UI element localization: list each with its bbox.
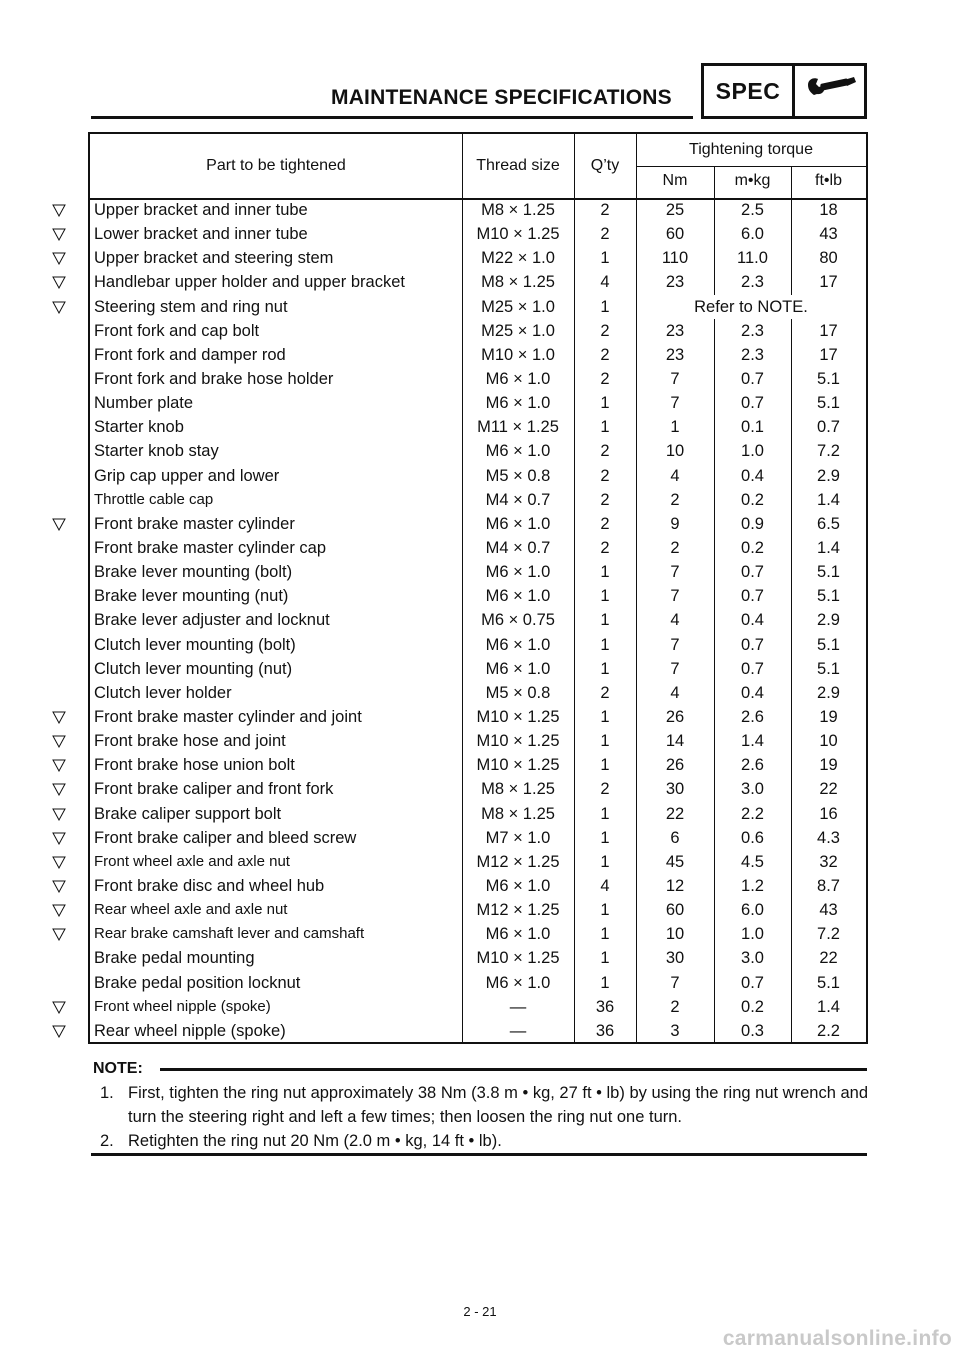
torque-ftlb: 4.3 [817, 828, 840, 847]
torque-mkg: 2.3 [741, 345, 764, 364]
torque-mkg: 0.3 [741, 1021, 764, 1040]
part-name: Starter knob stay [94, 442, 219, 461]
torque-nm: 2 [670, 997, 680, 1016]
torque-ftlb: 6.5 [817, 514, 840, 533]
quantity: 4 [600, 876, 610, 895]
torque-mkg: 0.9 [741, 514, 764, 533]
table-row [90, 439, 866, 463]
torque-ftlb: 32 [819, 852, 838, 871]
header-part: Part to be tightened [206, 157, 346, 174]
quantity: 4 [600, 273, 610, 292]
torque-nm: 22 [665, 804, 685, 823]
triangle-mark-icon [52, 1001, 66, 1014]
thread-size: M6 × 1.0 [485, 369, 551, 388]
thread-size: M6 × 1.0 [485, 563, 551, 582]
thread-size: M8 × 1.25 [481, 273, 555, 292]
table-row [90, 222, 866, 246]
table-row [90, 681, 866, 705]
torque-mkg: 1.0 [741, 442, 764, 461]
torque-nm: 30 [665, 780, 685, 799]
torque-nm: 6 [670, 828, 680, 847]
torque-mkg: 0.1 [741, 418, 764, 437]
part-name: Clutch lever mounting (nut) [94, 659, 293, 678]
part-name: Lower bracket and inner tube [94, 225, 308, 244]
note-rule [91, 1153, 867, 1156]
table-row [90, 319, 866, 343]
torque-nm: 7 [670, 587, 680, 606]
torque-mkg: 1.4 [741, 732, 764, 751]
torque-ftlb: 7.2 [817, 925, 840, 944]
torque-ftlb: 2.9 [817, 683, 840, 702]
thread-size: M6 × 1.0 [485, 442, 551, 461]
torque-mkg: 3.0 [741, 780, 764, 799]
table-row [90, 560, 866, 584]
quantity: 1 [600, 756, 610, 775]
table-row [90, 802, 866, 826]
quantity: 1 [600, 852, 610, 871]
quantity: 2 [600, 369, 610, 388]
quantity: 2 [600, 345, 610, 364]
table-row [90, 1019, 866, 1043]
table-row [90, 295, 866, 319]
torque-mkg: 3.0 [741, 949, 764, 968]
spec-label: SPEC [704, 66, 795, 116]
torque-ftlb: 2.9 [817, 611, 840, 630]
torque-ftlb: 5.1 [817, 973, 840, 992]
table-body [90, 198, 866, 1043]
torque-ftlb: 80 [819, 249, 838, 268]
triangle-mark-icon [52, 204, 66, 217]
thread-size: M12 × 1.25 [476, 852, 560, 871]
part-name: Clutch lever mounting (bolt) [94, 635, 296, 654]
part-name: Brake pedal position locknut [94, 973, 301, 992]
part-name: Grip cap upper and lower [94, 466, 280, 485]
table-row [90, 826, 866, 850]
thread-size: M5 × 0.8 [485, 466, 551, 485]
part-name: Rear brake camshaft lever and camshaft [94, 925, 365, 943]
triangle-mark-icon [52, 228, 66, 241]
torque-ftlb: 43 [819, 901, 838, 920]
quantity: 1 [600, 418, 610, 437]
torque-nm: 10 [665, 442, 685, 461]
torque-nm: 2 [670, 538, 680, 557]
torque-note-ref: Refer to NOTE. [694, 297, 808, 316]
page-number: 2 - 21 [463, 1304, 497, 1319]
quantity: 1 [600, 973, 610, 992]
table-row [90, 633, 866, 657]
table-row [90, 367, 866, 391]
quantity: 1 [600, 297, 610, 316]
torque-mkg: 2.2 [741, 804, 764, 823]
torque-ftlb: 1.4 [817, 490, 840, 509]
note-label: NOTE: [93, 1060, 143, 1077]
torque-mkg: 0.7 [741, 635, 764, 654]
torque-mkg: 2.6 [741, 707, 764, 726]
torque-mkg: 0.7 [741, 369, 764, 388]
table-row [90, 584, 866, 608]
table-row [90, 922, 866, 946]
triangle-mark-icon [52, 735, 66, 748]
thread-size: M25 × 1.0 [481, 321, 555, 340]
torque-nm: 60 [665, 225, 685, 244]
torque-ftlb: 22 [819, 949, 838, 968]
note-rule [160, 1068, 867, 1071]
triangle-mark-icon [52, 928, 66, 941]
table-row [90, 343, 866, 367]
torque-mkg: 0.4 [741, 611, 764, 630]
torque-nm: 23 [665, 345, 685, 364]
torque-nm: 25 [665, 201, 685, 219]
torque-ftlb: 16 [819, 804, 838, 823]
torque-ftlb: 1.4 [817, 997, 840, 1016]
note-number: 2. [100, 1132, 114, 1150]
torque-ftlb: 5.1 [817, 587, 840, 606]
torque-ftlb: 18 [819, 201, 838, 219]
torque-ftlb: 5.1 [817, 394, 840, 413]
header-torque: Tightening torque [689, 141, 813, 158]
thread-size: M6 × 0.75 [481, 611, 555, 630]
part-name: Brake caliper support bolt [94, 804, 282, 823]
table-row [90, 657, 866, 681]
torque-nm: 9 [670, 514, 680, 533]
thread-size: M25 × 1.0 [481, 297, 555, 316]
part-name: Brake lever adjuster and locknut [94, 611, 330, 630]
quantity: 1 [600, 804, 610, 823]
page-title: MAINTENANCE SPECIFICATIONS [331, 86, 672, 109]
quantity: 2 [600, 538, 610, 557]
torque-ftlb: 17 [819, 321, 838, 340]
wrench-icon [795, 66, 864, 116]
torque-ftlb: 7.2 [817, 442, 840, 461]
quantity: 1 [600, 901, 610, 920]
thread-size: M10 × 1.25 [476, 732, 560, 751]
thread-size: M10 × 1.25 [476, 756, 560, 775]
torque-ftlb: 2.9 [817, 466, 840, 485]
torque-nm: 12 [665, 876, 685, 895]
header-ftlb: ft•lb [815, 172, 842, 189]
triangle-mark-icon [52, 783, 66, 796]
torque-ftlb: 8.7 [817, 876, 840, 895]
note-text: First, tighten the ring nut approximately 38 Nm (3.8 m • kg, 27 ft • lb) by using the ring nut wrench and turn the steering right and left a few times; then loosen the ring nut one turn. [128, 1084, 868, 1126]
torque-nm: 7 [670, 973, 680, 992]
torque-nm: 7 [670, 369, 680, 388]
torque-nm: 45 [665, 852, 685, 871]
table-row [90, 536, 866, 560]
torque-nm: 23 [665, 321, 685, 340]
quantity: 2 [600, 780, 610, 799]
note-text: Retighten the ring nut 20 Nm (2.0 m • kg, 14 ft • lb). [128, 1132, 502, 1150]
table-row [90, 391, 866, 415]
quantity: 1 [600, 659, 610, 678]
quantity: 36 [595, 997, 615, 1016]
triangle-mark-icon [52, 276, 66, 289]
torque-ftlb: 5.1 [817, 369, 840, 388]
torque-nm: 7 [670, 563, 680, 582]
watermark: carmanualsonline.info [722, 1327, 952, 1350]
thread-size: M8 × 1.25 [481, 804, 555, 823]
part-name: Front wheel axle and axle nut [94, 852, 290, 870]
thread-size: M6 × 1.0 [485, 876, 551, 895]
table-row [90, 488, 866, 512]
torque-nm: 7 [670, 659, 680, 678]
torque-ftlb: 17 [819, 345, 838, 364]
part-name: Rear wheel nipple (spoke) [94, 1021, 286, 1040]
torque-mkg: 0.6 [741, 828, 764, 847]
torque-mkg: 0.7 [741, 563, 764, 582]
quantity: 1 [600, 611, 610, 630]
triangle-mark-icon [52, 1025, 66, 1038]
part-name: Front fork and brake hose holder [94, 369, 334, 388]
part-name: Front brake disc and wheel hub [94, 876, 325, 895]
torque-nm: 4 [670, 466, 680, 485]
part-name: Front brake master cylinder [94, 514, 295, 533]
quantity: 1 [600, 394, 610, 413]
torque-nm: 4 [670, 683, 680, 702]
quantity: 2 [600, 321, 610, 340]
torque-ftlb: 5.1 [817, 635, 840, 654]
torque-mkg: 2.3 [741, 321, 764, 340]
torque-mkg: 11.0 [737, 249, 768, 268]
torque-nm: 26 [665, 756, 685, 775]
torque-nm: 2 [670, 490, 680, 509]
triangle-mark-icon [52, 518, 66, 531]
torque-nm: 23 [665, 273, 685, 292]
table-row [90, 512, 866, 536]
triangle-mark-icon [52, 808, 66, 821]
thread-size: M6 × 1.0 [485, 659, 551, 678]
thread-size: M6 × 1.0 [485, 635, 551, 654]
quantity: 1 [600, 925, 610, 944]
table-row [90, 270, 866, 294]
torque-ftlb: 22 [819, 780, 838, 799]
part-name: Rear wheel axle and axle nut [94, 901, 288, 919]
quantity: 1 [600, 563, 610, 582]
thread-size: M10 × 1.25 [476, 949, 560, 968]
torque-mkg: 0.7 [741, 973, 764, 992]
table-row [90, 850, 866, 874]
torque-nm: 110 [661, 249, 689, 268]
torque-ftlb: 19 [819, 707, 838, 726]
header-qty: Q’ty [590, 157, 620, 174]
thread-size: M8 × 1.25 [481, 201, 555, 219]
part-name: Upper bracket and inner tube [94, 201, 308, 219]
table-row [90, 729, 866, 753]
header-mkg: m•kg [734, 172, 771, 189]
quantity: 1 [600, 732, 610, 751]
table-row [90, 753, 866, 777]
triangle-mark-icon [52, 301, 66, 314]
part-name: Throttle cable cap [94, 490, 214, 508]
torque-ftlb: 43 [819, 225, 838, 244]
torque-ftlb: 5.1 [817, 659, 840, 678]
note-number: 1. [100, 1084, 114, 1102]
part-name: Front brake caliper and bleed screw [94, 828, 357, 847]
torque-ftlb: 10 [819, 732, 838, 751]
part-name: Upper bracket and steering stem [94, 249, 334, 268]
triangle-mark-icon [52, 252, 66, 265]
torque-mkg: 0.2 [741, 997, 764, 1016]
torque-nm: 1 [670, 418, 680, 437]
torque-mkg: 2.6 [741, 756, 764, 775]
torque-nm: 7 [670, 635, 680, 654]
quantity: 1 [600, 635, 610, 654]
torque-nm: 3 [670, 1021, 680, 1040]
triangle-mark-icon [52, 832, 66, 845]
torque-ftlb: 17 [819, 273, 838, 292]
thread-size: M6 × 1.0 [485, 587, 551, 606]
part-name: Front fork and cap bolt [94, 321, 260, 340]
torque-nm: 7 [670, 394, 680, 413]
torque-nm: 10 [665, 925, 685, 944]
thread-size: M6 × 1.0 [485, 394, 551, 413]
col-divider [791, 319, 792, 1042]
table-row [90, 246, 866, 270]
torque-ftlb: 1.4 [817, 538, 840, 557]
part-name: Brake lever mounting (nut) [94, 587, 289, 606]
table-row [90, 971, 866, 995]
torque-table [88, 132, 868, 1044]
table-row [90, 777, 866, 801]
quantity: 2 [600, 442, 610, 461]
torque-mkg: 2.5 [741, 201, 764, 219]
torque-nm: 26 [665, 707, 685, 726]
part-name: Number plate [94, 394, 194, 413]
torque-mkg: 4.5 [741, 852, 764, 871]
part-name: Front brake hose and joint [94, 732, 286, 751]
spec-badge [701, 63, 867, 119]
table-row [90, 874, 866, 898]
quantity: 2 [600, 514, 610, 533]
part-name: Front fork and damper rod [94, 345, 286, 364]
triangle-mark-icon [52, 904, 66, 917]
torque-mkg: 0.4 [741, 683, 764, 702]
quantity: 1 [600, 828, 610, 847]
torque-mkg: 6.0 [741, 901, 764, 920]
torque-ftlb: 0.7 [817, 418, 840, 437]
thread-size: M22 × 1.0 [481, 249, 555, 268]
table-row [90, 946, 866, 970]
quantity: 1 [600, 707, 610, 726]
torque-ftlb: 5.1 [817, 563, 840, 582]
quantity: 36 [595, 1021, 615, 1040]
torque-mkg: 0.4 [741, 466, 764, 485]
thread-size: M6 × 1.0 [485, 973, 551, 992]
torque-nm: 4 [670, 611, 680, 630]
torque-mkg: 0.7 [741, 659, 764, 678]
table-row [90, 705, 866, 729]
torque-mkg: 0.2 [741, 490, 764, 509]
torque-mkg: 0.7 [741, 587, 764, 606]
thread-size: M4 × 0.7 [485, 538, 551, 557]
triangle-mark-icon [52, 856, 66, 869]
triangle-mark-icon [52, 711, 66, 724]
quantity: 2 [600, 466, 610, 485]
table-row [90, 464, 866, 488]
quantity: 2 [600, 683, 610, 702]
torque-mkg: 2.3 [741, 273, 764, 292]
part-name: Front brake master cylinder cap [94, 538, 327, 557]
torque-subheader-rule [636, 166, 866, 167]
part-name: Front brake caliper and front fork [94, 780, 334, 799]
part-name: Front brake hose union bolt [94, 756, 295, 775]
part-name: Front wheel nipple (spoke) [94, 997, 271, 1015]
thread-size: M11 × 1.25 [477, 418, 559, 437]
torque-mkg: 1.2 [741, 876, 764, 895]
torque-nm: 14 [665, 732, 685, 751]
torque-nm: 60 [665, 901, 685, 920]
torque-mkg: 0.7 [741, 394, 764, 413]
thread-size: M10 × 1.25 [476, 707, 560, 726]
thread-size: M10 × 1.0 [481, 345, 555, 364]
part-name: Starter knob [94, 418, 184, 437]
thread-size: M4 × 0.7 [485, 490, 551, 509]
thread-size: M12 × 1.25 [476, 901, 560, 920]
thread-size: M5 × 0.8 [485, 683, 551, 702]
quantity: 1 [600, 949, 610, 968]
thread-size: — [509, 1021, 527, 1040]
part-name: Handlebar upper holder and upper bracket [94, 273, 405, 292]
part-name: Clutch lever holder [94, 683, 232, 702]
triangle-mark-icon [52, 880, 66, 893]
thread-size: M6 × 1.0 [485, 514, 551, 533]
table-row [90, 995, 866, 1019]
table-header [90, 134, 866, 200]
table-row [90, 608, 866, 632]
thread-size: M6 × 1.0 [485, 925, 551, 944]
header-nm: Nm [662, 172, 688, 189]
part-name: Brake lever mounting (bolt) [94, 563, 293, 582]
thread-size: M10 × 1.25 [476, 225, 560, 244]
header-rule [91, 116, 693, 119]
torque-ftlb: 2.2 [817, 1021, 840, 1040]
part-name: Steering stem and ring nut [94, 297, 288, 316]
thread-size: M7 × 1.0 [485, 828, 551, 847]
col-divider [714, 319, 715, 1042]
torque-mkg: 6.0 [741, 225, 764, 244]
torque-mkg: 0.2 [741, 538, 764, 557]
triangle-mark-icon [52, 759, 66, 772]
part-name: Front brake master cylinder and joint [94, 707, 362, 726]
quantity: 2 [600, 490, 610, 509]
thread-size: — [509, 997, 527, 1016]
thread-size: M8 × 1.25 [481, 780, 555, 799]
quantity: 2 [600, 201, 610, 219]
quantity: 1 [600, 587, 610, 606]
part-name: Brake pedal mounting [94, 949, 255, 968]
header-thread: Thread size [476, 157, 560, 174]
quantity: 1 [600, 249, 610, 268]
table-row [90, 415, 866, 439]
torque-mkg: 1.0 [741, 925, 764, 944]
table-row [90, 898, 866, 922]
quantity: 2 [600, 225, 610, 244]
torque-nm: 30 [665, 949, 685, 968]
table-row [90, 198, 866, 222]
torque-ftlb: 19 [819, 756, 838, 775]
